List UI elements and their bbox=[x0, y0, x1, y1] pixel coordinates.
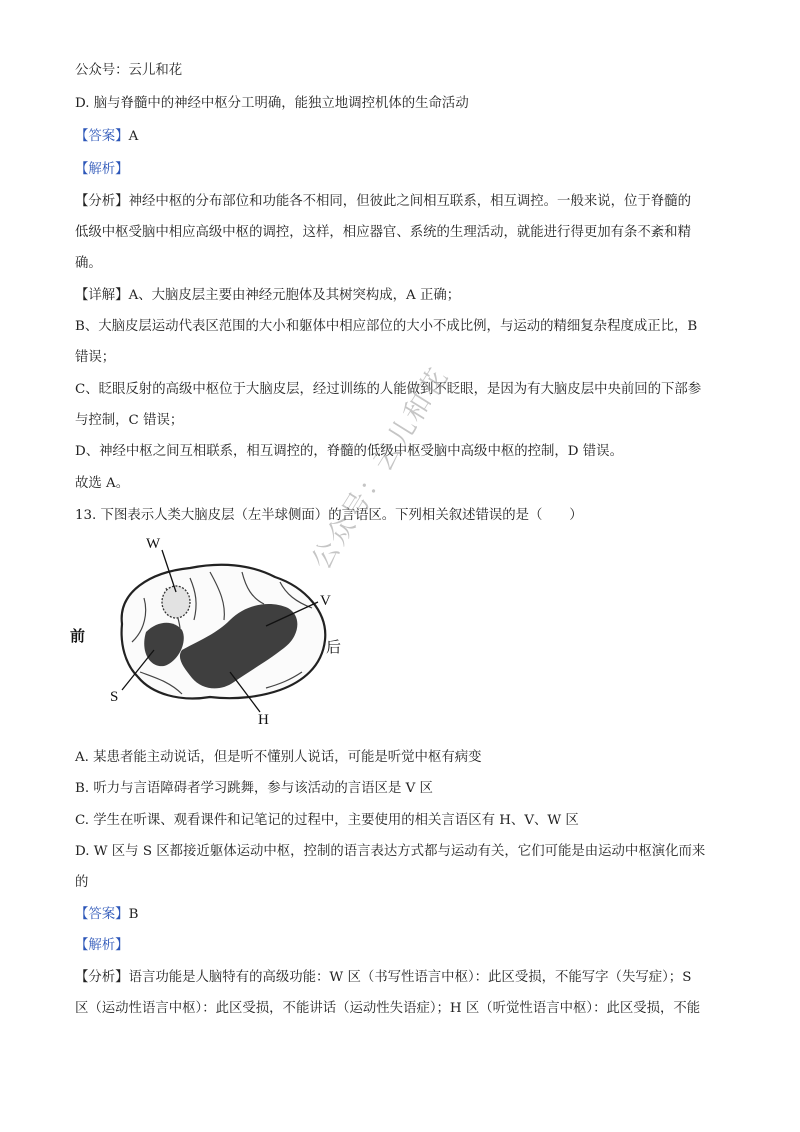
choose-line: 故选 A。 bbox=[75, 476, 130, 491]
option-c: C. 学生在听课、观看课件和记笔记的过程中，主要使用的相关言语区有 H、V、W 区 bbox=[75, 813, 579, 828]
detail-d-line: D、神经中枢之间互相联系，相互调控的，脊髓的低级中枢受脑中高级中枢的控制，D 错误。 bbox=[75, 444, 623, 459]
answer-tag-2: 【答案】 bbox=[75, 907, 129, 922]
option-b: B. 听力与言语障碍者学习跳舞，参与该活动的言语区是 V 区 bbox=[75, 781, 433, 796]
watermark: 公众号：云儿和花 bbox=[305, 361, 456, 576]
xiangjie-text: A、大脑皮层主要由神经元胞体及其树突构成，A 正确； bbox=[128, 288, 461, 303]
xiangjie-line bbox=[75, 287, 460, 305]
detail-b-line-2: 错误； bbox=[75, 350, 116, 365]
xiangjie-tag: 【详解】 bbox=[75, 288, 129, 303]
header-account: 公众号：云儿和花 bbox=[75, 63, 183, 78]
fenxi2-text: 语言功能是人脑特有的高级功能：W 区（书写性语言中枢）：此区受损，不能写字（失写症）；S bbox=[128, 970, 692, 985]
fenxi-tag: 【分析】 bbox=[75, 194, 129, 209]
label-s: S bbox=[110, 689, 119, 705]
label-front: 前 bbox=[70, 629, 86, 645]
answer-value: A bbox=[128, 129, 139, 144]
label-v: V bbox=[320, 593, 331, 609]
fenxi2-line-2: 区（运动性语言中枢）：此区受损，不能讲话（运动性失语症）；H 区（听觉性语言中枢）：此区受损，不能 bbox=[75, 1001, 701, 1016]
label-back: 后 bbox=[326, 640, 342, 656]
detail-b-line-1: B、大脑皮层运动代表区范围的大小和躯体中相应部位的大小不成比例，与运动的精细复杂程度成正比，B bbox=[75, 319, 698, 334]
fenxi-line-2: 低级中枢受脑中相应高级中枢的调控，这样，相应器官、系统的生理活动，就能进行得更加有条不紊和精 bbox=[75, 225, 691, 240]
detail-c-line-1: C、眨眼反射的高级中枢位于大脑皮层，经过训练的人能做到不眨眼，是因为有大脑皮层中央前回的下部参 bbox=[75, 382, 702, 397]
option-d-line-1: D. W 区与 S 区都接近躯体运动中枢，控制的语言表达方式都与运动有关，它们可能是由运动中枢演化而来 bbox=[75, 844, 706, 859]
fenxi-line-1 bbox=[75, 193, 691, 211]
fenxi-line-3: 确。 bbox=[75, 256, 102, 271]
question-13: 13. 下图表示人类大脑皮层（左半球侧面）的言语区。下列相关叙述错误的是（ ） bbox=[75, 508, 583, 523]
answer-line-2 bbox=[75, 906, 138, 924]
detail-c-line-2: 与控制，C 错误； bbox=[75, 413, 184, 428]
analysis-tag: 【解析】 bbox=[75, 162, 129, 177]
analysis-tag-2: 【解析】 bbox=[75, 938, 129, 953]
label-h: H bbox=[258, 712, 269, 728]
option-d-previous: D. 脑与脊髓中的神经中枢分工明确，能独立地调控机体的生命活动 bbox=[75, 96, 469, 111]
answer-line-1 bbox=[75, 128, 138, 146]
fenxi2-tag: 【分析】 bbox=[75, 970, 129, 985]
option-d-line-2: 的 bbox=[75, 875, 89, 890]
fenxi2-line-1 bbox=[75, 969, 691, 987]
answer-tag: 【答案】 bbox=[75, 129, 129, 144]
fenxi-text: 神经中枢的分布部位和功能各不相同，但彼此之间相互联系，相互调控。一般来说，位于脊髓的 bbox=[128, 194, 691, 209]
option-a: A. 某患者能主动说话，但是听不懂别人说话，可能是听觉中枢有病变 bbox=[75, 750, 482, 765]
answer-value-2: B bbox=[128, 907, 139, 922]
label-w: W bbox=[146, 536, 161, 552]
